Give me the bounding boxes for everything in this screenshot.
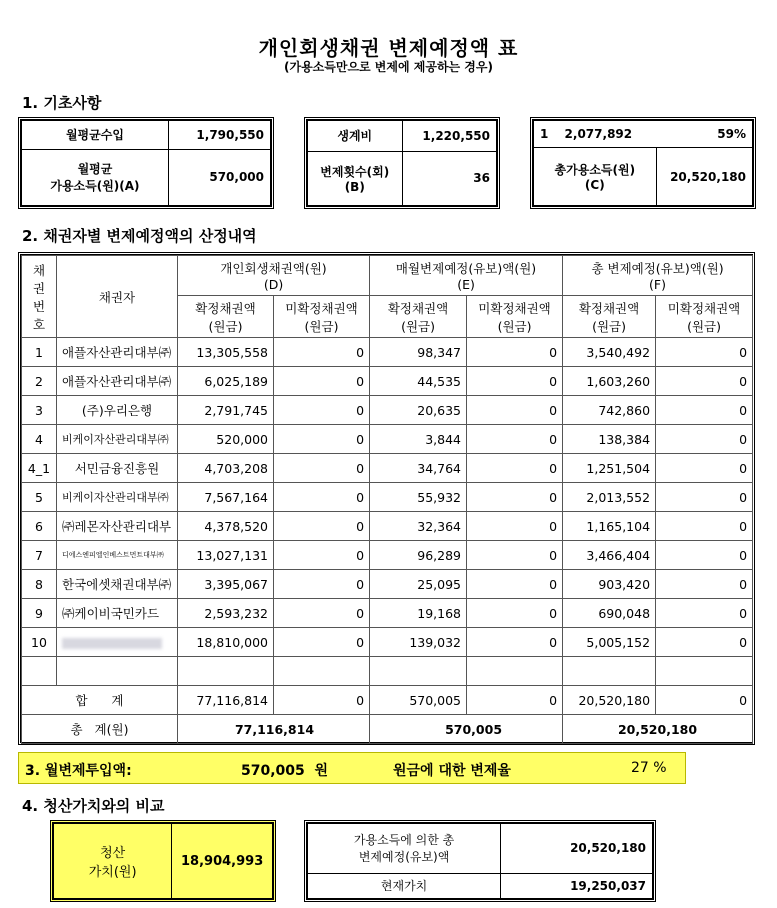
row-d: 13,027,131: [178, 541, 274, 570]
table-row: [22, 483, 753, 512]
subtotal-du: 0: [274, 686, 370, 715]
table-row: [22, 570, 753, 599]
row-no: 1: [22, 338, 57, 367]
row-d: 2,791,745: [178, 396, 274, 425]
header-e-unconfirmed-line2: (원금): [497, 318, 532, 334]
row-no: 4: [22, 425, 57, 454]
row-du: 0: [274, 628, 370, 657]
ratio-amount-cell: [534, 121, 657, 148]
subtotal-f: 20,520,180: [563, 686, 656, 715]
row-d: 6,025,189: [178, 367, 274, 396]
row-fu: 0: [656, 541, 753, 570]
table-row: [22, 541, 753, 570]
row-e: 139,032: [370, 628, 467, 657]
row-du: 0: [274, 367, 370, 396]
row-du: 0: [274, 512, 370, 541]
row-e: 55,932: [370, 483, 467, 512]
header-d-line1: 개인회생채권액(원): [220, 261, 327, 276]
section4-heading: 4. 청산가치와의 비교: [22, 797, 165, 815]
row-e: 32,364: [370, 512, 467, 541]
row-eu: 0: [467, 628, 563, 657]
total-label: [534, 148, 657, 206]
income-box: [18, 117, 274, 209]
header-f-confirmed-line2: (원금): [592, 318, 626, 334]
row-f: 1,251,504: [563, 454, 656, 483]
row-no: 10: [22, 628, 57, 657]
row-no: 7: [22, 541, 57, 570]
row-f: 1,165,104: [563, 512, 656, 541]
header-e-confirmed-line2: (원금): [401, 318, 435, 334]
row-eu: 0: [467, 425, 563, 454]
row-creditor: ㈜케이비국민카드: [57, 599, 178, 628]
header-creditor: 채권자: [57, 256, 178, 338]
monthly-payment-amount: 570,005 원: [241, 763, 329, 779]
row-du: 0: [274, 541, 370, 570]
monthly-payment-bar: [18, 752, 686, 784]
header-f-line1: 총 변제예정(유보)액(원): [591, 261, 724, 276]
row-eu: 0: [467, 483, 563, 512]
row-fu: 0: [656, 483, 753, 512]
liquidation-value-box: [50, 820, 276, 902]
header-d: [178, 256, 370, 296]
header-d-unconfirmed: [274, 296, 370, 338]
row-e: 96,289: [370, 541, 467, 570]
row-creditor: (주)우리은행: [57, 396, 178, 425]
header-e-confirmed: [370, 296, 467, 338]
income-label: 월평균수입: [22, 121, 169, 150]
income-value: 1,790,550: [168, 121, 270, 150]
subtotal-eu: 0: [467, 686, 563, 715]
page-title: 개인회생채권 변제예정액 표: [258, 36, 519, 60]
row-du: 0: [274, 454, 370, 483]
header-d-confirmed-line1: 확정채권액: [195, 300, 256, 316]
header-e-unconfirmed: [467, 296, 563, 338]
table-row: [22, 396, 753, 425]
row-no: 8: [22, 570, 57, 599]
disposable-total-value: 20,520,180: [501, 824, 653, 874]
total-row-d: 77,116,814: [178, 715, 370, 744]
header-d-confirmed: [178, 296, 274, 338]
row-fu: 0: [656, 425, 753, 454]
row-f: 903,420: [563, 570, 656, 599]
table-row: [22, 367, 753, 396]
row-du: 0: [274, 396, 370, 425]
row-f: 5,005,152: [563, 628, 656, 657]
row-eu: 0: [467, 541, 563, 570]
row-e: 20,635: [370, 396, 467, 425]
row-no: 9: [22, 599, 57, 628]
row-eu: 0: [467, 570, 563, 599]
header-f: [563, 256, 753, 296]
table-row: [22, 425, 753, 454]
header-e-line1: 매월변제예정(유보)액(원): [395, 261, 537, 276]
row-e: 98,347: [370, 338, 467, 367]
row-du: 0: [274, 425, 370, 454]
disposable-label-line2: 가용소득(원)(A): [50, 179, 140, 194]
row-creditor: 한국에셋채권대부㈜: [57, 570, 178, 599]
disposable-label: [22, 149, 169, 205]
header-f-unconfirmed: [656, 296, 753, 338]
row-f: 3,540,492: [563, 338, 656, 367]
row-du: 0: [274, 338, 370, 367]
row-fu: 0: [656, 367, 753, 396]
table-row-empty: [22, 657, 753, 686]
total-value: 20,520,180: [656, 148, 752, 206]
payments-label-line2: (B): [344, 179, 365, 194]
row-du: 0: [274, 483, 370, 512]
table-row: [22, 454, 753, 483]
repayment-rate-label: 원금에 대한 변제율: [393, 763, 511, 779]
row-e: 19,168: [370, 599, 467, 628]
header-no-line1: 채권: [32, 262, 46, 296]
header-e-line2: (E): [457, 277, 475, 292]
ratio-amount: 2,077,892: [564, 127, 633, 142]
liquidation-label-line2: 가치(원): [88, 865, 137, 880]
present-value-label: 현재가치: [308, 873, 501, 898]
liquidation-label-line1: 청산: [100, 846, 126, 861]
row-d: 13,305,558: [178, 338, 274, 367]
row-creditor: 비케이자산관리대부㈜: [57, 483, 178, 512]
row-fu: 0: [656, 570, 753, 599]
header-d-confirmed-line2: (원금): [208, 318, 243, 334]
row-f: 1,603,260: [563, 367, 656, 396]
row-e: 44,535: [370, 367, 467, 396]
row-d: 520,000: [178, 425, 274, 454]
section1-heading: 1. 기초사항: [22, 94, 102, 112]
total-label-line2: (C): [584, 178, 605, 193]
row-fu: 0: [656, 338, 753, 367]
disposable-total-label: [308, 824, 501, 874]
header-e: [370, 256, 563, 296]
payments-value: 36: [402, 151, 497, 205]
header-f-line2: (F): [649, 277, 666, 292]
header-d-unconfirmed-line2: (원금): [304, 318, 339, 334]
header-e-confirmed-line1: 확정채권액: [387, 300, 449, 316]
row-eu: 0: [467, 512, 563, 541]
header-f-unconfirmed-line2: (원금): [687, 318, 721, 334]
row-fu: 0: [656, 628, 753, 657]
total-row-f: 20,520,180: [563, 715, 753, 744]
row-fu: 0: [656, 512, 753, 541]
table-row: [22, 599, 753, 628]
living-box: [304, 117, 500, 209]
row-d: 7,567,164: [178, 483, 274, 512]
row-f: 742,860: [563, 396, 656, 425]
row-eu: 0: [467, 338, 563, 367]
row-d: 4,378,520: [178, 512, 274, 541]
row-e: 34,764: [370, 454, 467, 483]
payments-label-line1: 변제횟수(회): [320, 164, 390, 179]
repayment-rate-value: 27 %: [631, 760, 667, 776]
row-e: 25,095: [370, 570, 467, 599]
page-subtitle: (가용소득만으로 변제에 제공하는 경우): [284, 60, 493, 74]
row-creditor: ㈜레몬자산관리대부: [57, 512, 178, 541]
header-f-confirmed: [563, 296, 656, 338]
liquidation-value: 18,904,993: [172, 824, 273, 899]
subtotal-row: [22, 686, 753, 715]
disposable-value: 570,000: [168, 149, 270, 205]
row-creditor: 애플자산관리대부㈜: [57, 338, 178, 367]
row-f: 138,384: [563, 425, 656, 454]
header-d-line2: (D): [263, 277, 284, 292]
creditor-table: [18, 252, 755, 745]
row-no: 3: [22, 396, 57, 425]
row-eu: 0: [467, 599, 563, 628]
row-d: 2,593,232: [178, 599, 274, 628]
ratio-index: 1: [540, 127, 549, 142]
row-fu: 0: [656, 599, 753, 628]
row-fu: 0: [656, 396, 753, 425]
present-value-value: 19,250,037: [501, 873, 653, 898]
total-row-e: 570,005: [370, 715, 563, 744]
total-label-line1: 총가용소득(원): [554, 163, 636, 178]
ratio-percent: 59%: [656, 121, 752, 148]
table-row: [22, 338, 753, 367]
redacted-name: [62, 638, 162, 649]
row-eu: 0: [467, 367, 563, 396]
row-fu: 0: [656, 454, 753, 483]
living-label: 생계비: [308, 121, 403, 152]
row-f: 690,048: [563, 599, 656, 628]
row-creditor: 서민금융진흥원: [57, 454, 178, 483]
section2-heading: 2. 채권자별 변제예정액의 산정내역: [22, 227, 257, 245]
subtotal-d: 77,116,814: [178, 686, 274, 715]
subtotal-fu: 0: [656, 686, 753, 715]
row-no: 5: [22, 483, 57, 512]
row-no: 6: [22, 512, 57, 541]
row-f: 3,466,404: [563, 541, 656, 570]
disposable-label-line1: 월평균: [77, 162, 113, 177]
living-value: 1,220,550: [402, 121, 497, 152]
ratio-box: [530, 117, 756, 209]
payments-label: [308, 151, 403, 205]
header-f-unconfirmed-line1: 미확정채권액: [667, 300, 741, 316]
row-no: 4_1: [22, 454, 57, 483]
header-f-confirmed-line1: 확정채권액: [578, 300, 640, 316]
row-d: 3,395,067: [178, 570, 274, 599]
table-row: [22, 628, 753, 657]
row-e: 3,844: [370, 425, 467, 454]
header-d-unconfirmed-line1: 미확정채권액: [285, 300, 358, 316]
header-no: [22, 256, 57, 338]
row-du: 0: [274, 599, 370, 628]
table-row: [22, 512, 753, 541]
row-d: 18,810,000: [178, 628, 274, 657]
subtotal-label: 합 계: [22, 686, 178, 715]
row-du: 0: [274, 570, 370, 599]
comparison-box: [304, 820, 656, 902]
total-row: [22, 715, 753, 744]
row-eu: 0: [467, 454, 563, 483]
subtotal-e: 570,005: [370, 686, 467, 715]
header-e-unconfirmed-line1: 미확정채권액: [478, 300, 551, 316]
row-creditor: 디에스엔피엘인베스트먼트대부㈜: [57, 541, 178, 570]
row-d: 4,703,208: [178, 454, 274, 483]
monthly-payment-label: 3. 월변제투입액:: [25, 763, 132, 779]
disposable-total-label-line2: 변제예정(유보)액: [358, 850, 450, 865]
disposable-total-label-line1: 가용소득에 의한 총: [353, 833, 455, 848]
header-no-line2: 번호: [32, 298, 46, 332]
row-creditor: 애플자산관리대부㈜: [57, 367, 178, 396]
row-f: 2,013,552: [563, 483, 656, 512]
row-creditor-redacted: [57, 628, 178, 657]
row-no: 2: [22, 367, 57, 396]
total-row-label: 총 계(원): [22, 715, 178, 744]
liquidation-label: [54, 824, 172, 899]
row-eu: 0: [467, 396, 563, 425]
row-creditor: 비케이자산관리대부㈜: [57, 425, 178, 454]
